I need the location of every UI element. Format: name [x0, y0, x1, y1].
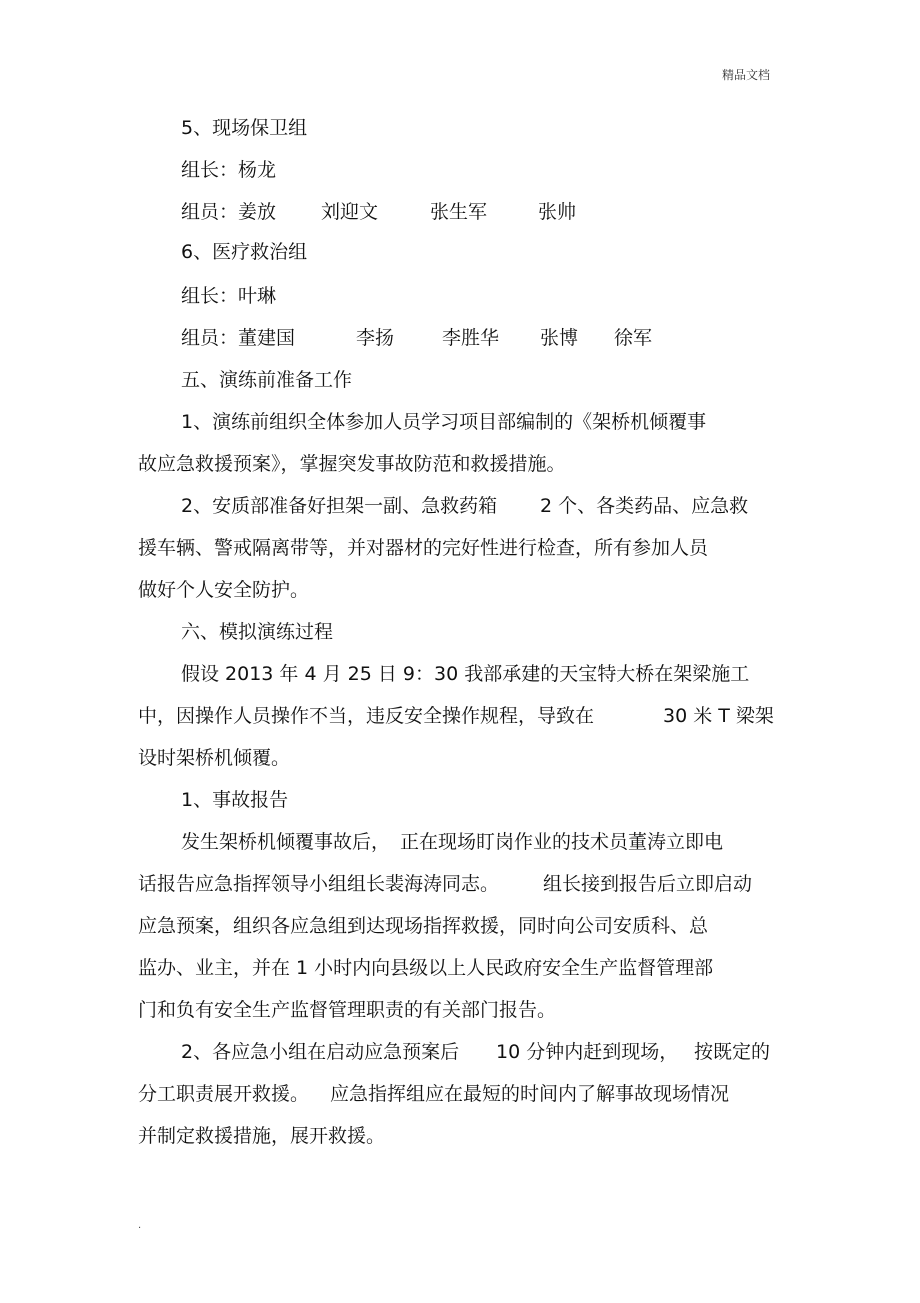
section5-p1-line: 故应急救援预案》，掌握突发事故防范和救援措施。	[138, 453, 566, 475]
sub1-line: 监办、业主，并在 1 小时内向县级以上人民政府安全生产监督管理部	[138, 957, 714, 979]
footer-mark: .	[138, 1220, 142, 1231]
sub2-line: 并制定救援措施，展开救援。	[138, 1125, 386, 1147]
sub2-line: 分工职责展开救援。	[138, 1083, 310, 1105]
group5-title: 5、现场保卫组	[181, 117, 308, 139]
group6-member: 徐军	[614, 327, 653, 349]
leader-label: 组长：	[181, 159, 239, 181]
group6-leader-line	[181, 284, 276, 308]
leader-label: 组长：	[181, 285, 239, 307]
section6-intro-line: 设时架桥机倾覆。	[138, 747, 291, 769]
section5-p1-line: 1、演练前组织全体参加人员学习项目部编制的《架桥机倾覆事	[181, 411, 707, 433]
leader-name: 叶琳	[238, 285, 277, 307]
section6-intro-line: 30 米 T 梁架	[663, 705, 774, 727]
section6-intro-line: 中，因操作人员操作不当，违反安全操作规程，导致在	[138, 705, 595, 727]
group6-title: 6、医疗救治组	[181, 241, 308, 263]
group5-members-label: 组员：	[181, 201, 239, 223]
section5-p2-line: 做好个人安全防护。	[138, 579, 310, 601]
group6-member: 张博	[540, 327, 579, 349]
header-watermark: 精品文档	[722, 68, 771, 82]
group6-member: 李胜华	[442, 327, 500, 349]
leader-name: 杨龙	[238, 159, 277, 181]
subsection-heading: 1、事故报告	[181, 789, 289, 811]
group6-member: 李扬	[356, 327, 395, 349]
sub2-line: 2、各应急小组在启动应急预案后	[181, 1041, 460, 1063]
sub2-line: 按既定的	[694, 1041, 771, 1063]
group6-members-label: 组员：	[181, 327, 239, 349]
group5-leader-line	[181, 158, 276, 182]
section6-heading: 六、模拟演练过程	[181, 621, 334, 643]
section6-intro-line: 假设 2013 年 4 月 25 日 9：30 我部承建的天宝特大桥在架梁施工	[181, 663, 750, 685]
section5-p2-line: 援车辆、警戒隔离带等，并对器材的完好性进行检查，所有参加人员	[138, 537, 709, 559]
sub1-line: 话报告应急指挥领导小组组长裴海涛同志。	[138, 873, 500, 895]
section5-p2-line: 2 个、各类药品、应急救	[540, 495, 749, 517]
sub1-line: 应急预案，组织各应急组到达现场指挥救援，同时向公司安质科、总	[138, 915, 709, 937]
group5-member: 姜放	[238, 201, 277, 223]
group6-member: 董建国	[238, 327, 296, 349]
section5-heading: 五、演练前准备工作	[181, 369, 353, 391]
sub2-line: 应急指挥组应在最短的时间内了解事故现场情况	[330, 1083, 730, 1105]
group5-member: 刘迎文	[321, 201, 379, 223]
section5-p2-line: 2、安质部准备好担架一副、急救药箱	[181, 495, 498, 517]
sub1-line: 门和负有安全生产监督管理职责的有关部门报告。	[138, 999, 557, 1021]
group5-member: 张帅	[538, 201, 577, 223]
sub1-line: 正在现场盯岗作业的技术员董涛立即电	[400, 831, 724, 853]
sub1-line: 组长接到报告后立即启动	[543, 873, 753, 895]
sub2-line: 10 分钟内赶到现场，	[496, 1041, 679, 1063]
group5-member: 张生军	[430, 201, 488, 223]
sub1-line: 发生架桥机倾覆事故后，	[181, 831, 391, 853]
